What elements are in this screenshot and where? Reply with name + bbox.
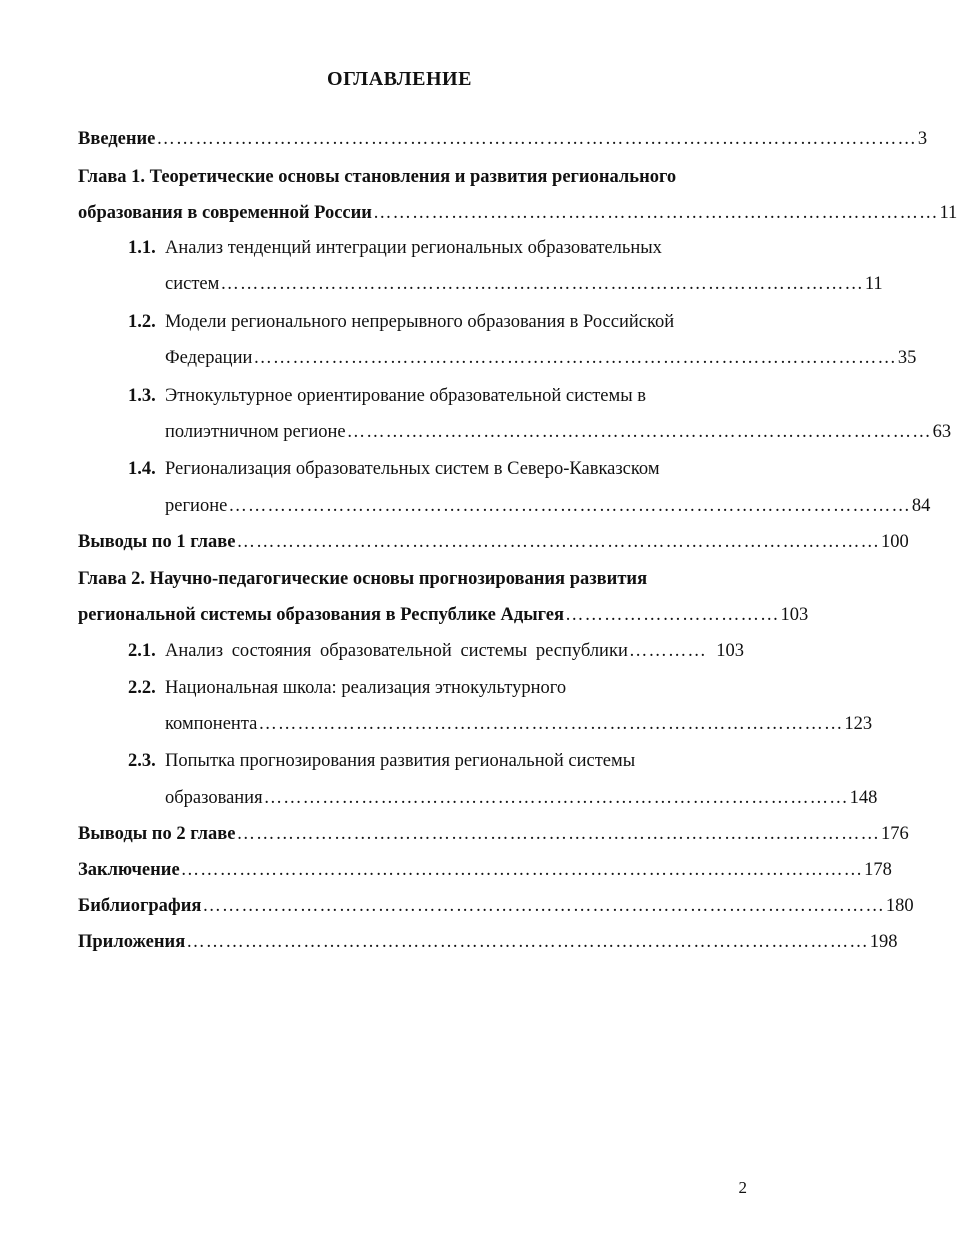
toc-entry-label: Федерации <box>165 348 253 368</box>
toc-entry-label: образования в современной России <box>78 203 372 223</box>
toc-entry-1-1 <box>128 236 744 260</box>
toc-section-number: 1.1. <box>128 238 156 258</box>
toc-leader-dots: ……………………………………………………………………………………… <box>236 824 880 844</box>
toc-leader-dots: …………………………………………………………………………………………… <box>186 932 869 952</box>
toc-entry-label: образования <box>165 788 263 808</box>
toc-entry-1-2 <box>128 310 744 334</box>
toc-entry-label: Анализ тенденций интеграции региональных образовательных <box>165 238 662 258</box>
toc-page-number: 178 <box>864 860 892 880</box>
toc-entry-label: регионе <box>165 496 228 516</box>
toc-entry-conclusions-2 <box>78 822 909 846</box>
toc-section-number: 1.4. <box>128 459 156 479</box>
toc-entry-label: Выводы по 2 главе <box>78 824 236 844</box>
toc-section-number: 2.3. <box>128 751 156 771</box>
toc-entry-bibliography <box>78 894 914 918</box>
toc-entry-label: Глава 2. Научно-педагогические основы прогнозирования развития <box>78 569 648 589</box>
toc-entry-label: Попытка прогнозирования развития региональной системы <box>165 751 636 771</box>
toc-entry-1-1-cont <box>165 272 883 296</box>
toc-page-number: 198 <box>869 932 898 952</box>
toc-page-number: 123 <box>844 714 873 734</box>
toc-entry-label: Национальная школа: реализация этнокультурного <box>165 678 567 698</box>
page-title: ОГЛАВЛЕНИЕ <box>327 68 472 90</box>
toc-page-number: 11 <box>939 203 957 223</box>
toc-page-number: 176 <box>881 824 909 844</box>
toc-entry-label: Библиография <box>78 896 202 916</box>
toc-section-number: 1.2. <box>128 312 156 332</box>
toc-leader-dots: ……………………………………………………………………………………… <box>236 532 880 552</box>
page-number: 2 <box>738 1178 747 1197</box>
toc-leader-dots: …………………………………………………………………………… <box>372 203 939 223</box>
toc-leader-dots: ………… <box>628 641 707 661</box>
toc-page-number: 180 <box>885 896 914 916</box>
toc-entry-label: Глава 1. Теоретические основы становления и развития регионального <box>78 167 677 187</box>
toc-entry-1-3-cont <box>165 420 952 444</box>
toc-leader-dots: ……………………………………………………………………………………………………… <box>156 129 917 149</box>
toc-entry-chapter-2 <box>78 567 744 591</box>
toc-entry-chapter-1-cont <box>78 201 957 225</box>
toc-entry-1-2-cont <box>165 346 917 370</box>
toc-page-number: 100 <box>881 532 909 552</box>
toc-entry-chapter-1 <box>78 165 744 189</box>
toc-page-number: 35 <box>897 348 917 368</box>
toc-entry-conclusion <box>78 858 892 882</box>
toc-entry-label: Этнокультурное ориентирование образовательной системы в <box>165 386 647 406</box>
toc-entry-1-4 <box>128 457 744 481</box>
toc-section-number: 2.2. <box>128 678 156 698</box>
toc-leader-dots: ……………………………………………………………………………… <box>263 788 849 808</box>
toc-section-number: 1.3. <box>128 386 156 406</box>
toc-entry-conclusions-1 <box>78 530 909 554</box>
toc-page-number: 103 <box>716 641 744 661</box>
toc-entry-introduction <box>78 127 928 151</box>
toc-entry-label: Анализ состояния образовательной системы республики <box>165 641 628 661</box>
toc-entry-label: Приложения <box>78 932 186 952</box>
toc-entry-chapter-2-cont <box>78 603 809 627</box>
toc-entry-label: полиэтничном регионе <box>165 422 346 442</box>
toc-entry-1-4-cont <box>165 494 931 518</box>
toc-leader-dots: ……………………………………………………………………………… <box>258 714 844 734</box>
toc-entry-label: Введение <box>78 129 156 149</box>
toc-leader-dots: …………………………………………………………………………………………… <box>228 496 911 516</box>
toc-page-number: 11 <box>864 274 883 294</box>
toc-section-number: 2.1. <box>128 641 156 661</box>
toc-entry-label: Заключение <box>78 860 180 880</box>
toc-leader-dots: …………………………………………………………………………………………… <box>180 860 864 880</box>
toc-entry-appendices <box>78 930 898 954</box>
toc-entry-1-3 <box>128 384 744 408</box>
toc-entry-label: Выводы по 1 главе <box>78 532 236 552</box>
toc-entry-label: систем <box>165 274 220 294</box>
toc-entry-label: Модели регионального непрерывного образования в Российской <box>165 312 675 332</box>
toc-leader-dots: ……………………………………………………………………………………… <box>220 274 864 294</box>
toc-leader-dots: …………………………… <box>565 605 780 625</box>
toc-leader-dots: …………………………………………………………………………………………… <box>202 896 885 916</box>
toc-entry-2-3-cont <box>165 786 878 810</box>
toc-page-number: 63 <box>932 422 952 442</box>
toc-entry-2-1 <box>128 639 744 663</box>
toc-entry-2-2-cont <box>165 712 873 736</box>
toc-page-number: 148 <box>849 788 878 808</box>
toc-entry-label: региональной системы образования в Республике Адыгея <box>78 605 565 625</box>
toc-page-number: 84 <box>911 496 931 516</box>
toc-entry-2-2 <box>128 676 744 700</box>
toc-page-number: 3 <box>917 129 928 149</box>
toc-leader-dots: ……………………………………………………………………………… <box>346 422 932 442</box>
toc-entry-2-3 <box>128 749 744 773</box>
toc-entry-label: Регионализация образовательных систем в Северо-Кавказском <box>165 459 660 479</box>
toc-entry-label: компонента <box>165 714 258 734</box>
toc-leader-dots: ……………………………………………………………………………………… <box>253 348 897 368</box>
toc-page-number: 103 <box>780 605 809 625</box>
